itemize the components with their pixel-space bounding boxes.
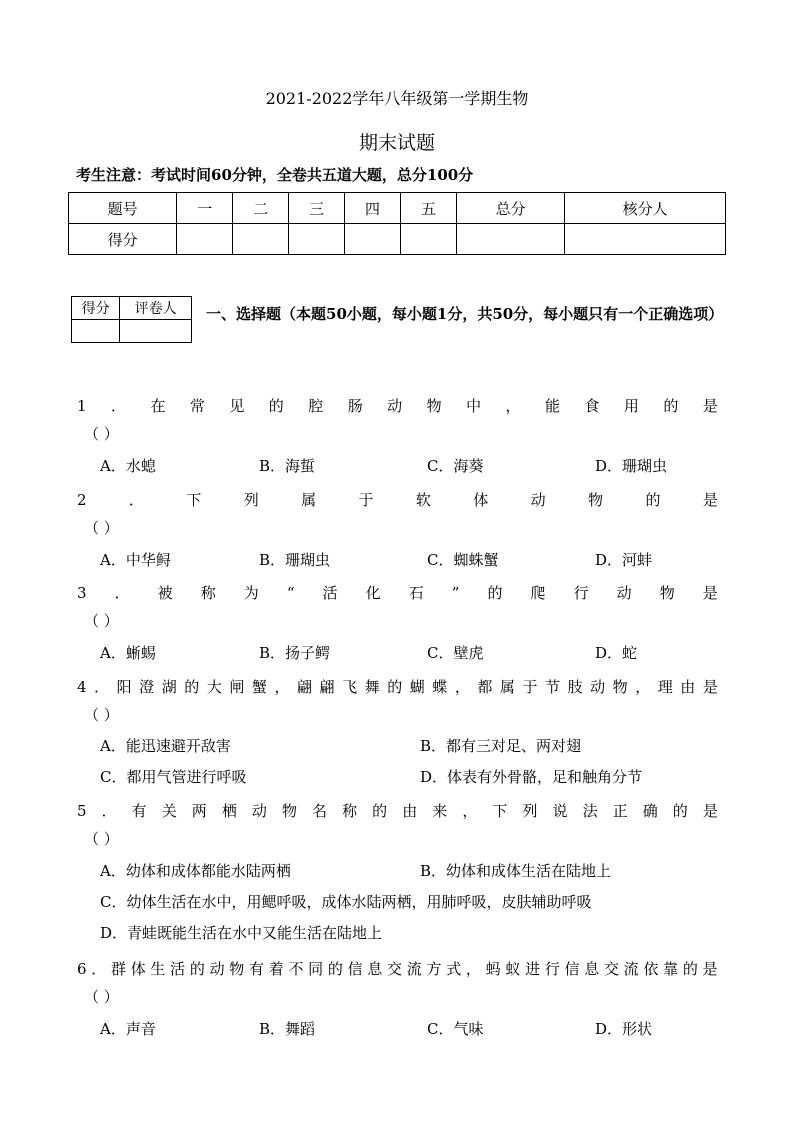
question-char: ．: [94, 678, 110, 696]
question-char: 行: [544, 960, 560, 978]
question-char: 肠: [347, 397, 363, 415]
score-header-cell: 三: [289, 193, 345, 224]
question-char: 下: [492, 802, 508, 820]
question-char: 物: [588, 491, 604, 509]
question-char: 为: [243, 584, 259, 602]
question-char: 属: [499, 678, 515, 696]
answer-option: A．水螅: [100, 457, 156, 475]
question-char: 的: [487, 584, 503, 602]
question-char: 蝴: [409, 678, 425, 696]
question-char: 飞: [342, 678, 358, 696]
question-stem: [77, 580, 718, 606]
score-header-cell: 总分: [456, 193, 564, 224]
question-char: 体: [130, 960, 146, 978]
question-char: 3: [77, 584, 87, 602]
answer-option: B．舞蹈: [259, 1020, 316, 1038]
score-table-score-row: [69, 224, 726, 255]
question-char: 群: [110, 960, 126, 978]
question-char: 蚂: [485, 960, 501, 978]
question-char: 的: [268, 397, 284, 415]
question-char: 下: [186, 491, 202, 509]
score-table: [68, 192, 726, 255]
question-char: 列: [522, 802, 538, 820]
score-cell: [345, 224, 401, 255]
question-char: 依: [643, 960, 659, 978]
question-char: 都: [477, 678, 493, 696]
answer-option: D．河蚌: [595, 551, 653, 569]
question-char: 两: [191, 802, 207, 820]
question-char: “: [286, 584, 295, 602]
question-char: ．: [110, 397, 126, 415]
question-char: 2: [77, 491, 87, 509]
question-char: 1: [77, 397, 87, 415]
question-char: 动: [387, 397, 403, 415]
question-char: 方: [426, 960, 442, 978]
question-char: 软: [415, 491, 431, 509]
question-char: 蝶: [432, 678, 448, 696]
answer-option: A．中华鲟: [100, 551, 171, 569]
question-char: 式: [446, 960, 462, 978]
question-char: 活: [322, 584, 338, 602]
question-stem: [77, 956, 718, 982]
question-stem: [77, 674, 718, 700]
question-stem: [77, 798, 718, 824]
question-char: 能: [544, 397, 560, 415]
question-char: 靠: [663, 960, 679, 978]
answer-option: C．海葵: [427, 457, 484, 475]
question-char: 的: [372, 802, 388, 820]
question-char: ．: [128, 491, 144, 509]
question-char: 的: [184, 678, 200, 696]
score-cell: [177, 224, 233, 255]
score-cell: [565, 224, 726, 255]
question-char: 动: [209, 960, 225, 978]
question-char: 息: [584, 960, 600, 978]
question-char: 是: [702, 491, 718, 509]
question-char: 动: [251, 802, 267, 820]
question-char: 列: [243, 491, 259, 509]
question-char: 进: [525, 960, 541, 978]
question-char: 于: [522, 678, 538, 696]
question-char: 理: [657, 678, 673, 696]
answer-paren: （ ）: [84, 425, 119, 443]
question-char: 被: [157, 584, 173, 602]
score-cell: [289, 224, 345, 255]
answer-option: D．蛇: [595, 644, 638, 662]
answer-option: C．都用气管进行呼吸: [100, 768, 247, 786]
question-char: 栖: [221, 802, 237, 820]
question-char: 大: [206, 678, 222, 696]
score-cell: [233, 224, 289, 255]
question-char: ．: [114, 584, 130, 602]
question-char: 法: [582, 802, 598, 820]
question-char: ，: [465, 960, 481, 978]
question-char: 于: [358, 491, 374, 509]
question-char: ，: [505, 397, 521, 415]
question-char: 蟹: [251, 678, 267, 696]
question-char: 阳: [116, 678, 132, 696]
question-char: 关: [161, 802, 177, 820]
question-char: ，: [454, 678, 470, 696]
question-char: 常: [189, 397, 205, 415]
answer-option: D．体表有外骨骼，足和触角分节: [420, 768, 643, 786]
answer-option: D．珊瑚虫: [595, 457, 668, 475]
question-char: 的: [327, 960, 343, 978]
question-char: 是: [702, 584, 718, 602]
question-char: 用: [623, 397, 639, 415]
answer-paren: （ ）: [84, 830, 119, 848]
question-char: 正: [612, 802, 628, 820]
question-char: 的: [682, 960, 698, 978]
answer-option: B．都有三对足、两对翅: [420, 737, 582, 755]
question-char: 生: [150, 960, 166, 978]
grader-name-cell: [120, 320, 192, 343]
question-char: 见: [229, 397, 245, 415]
question-char: 有: [249, 960, 265, 978]
score-cell: [401, 224, 457, 255]
question-char: 湖: [161, 678, 177, 696]
question-char: 5: [77, 802, 87, 820]
question-char: 体: [473, 491, 489, 509]
question-char: 4: [77, 678, 87, 696]
question-char: ，: [635, 678, 651, 696]
question-char: 的: [663, 397, 679, 415]
answer-option: C．幼体生活在水中，用鳃呼吸，成体水陆两栖，用肺呼吸，皮肤辅助呼吸: [100, 893, 592, 911]
grader-score-cell: [72, 320, 120, 343]
score-header-cell: 题号: [69, 193, 177, 224]
question-char: 动: [616, 584, 632, 602]
question-char: 在: [150, 397, 166, 415]
score-header-cell: 二: [233, 193, 289, 224]
question-char: 活: [170, 960, 186, 978]
answer-option: A．声音: [100, 1020, 156, 1038]
score-table-header-row: [69, 193, 726, 224]
question-char: ．: [91, 960, 107, 978]
answer-paren: （ ）: [84, 519, 119, 537]
question-char: ．: [101, 802, 117, 820]
question-char: ，: [462, 802, 478, 820]
question-char: 的: [387, 678, 403, 696]
question-char: 物: [229, 960, 245, 978]
question-char: 信: [347, 960, 363, 978]
grader-box: [71, 296, 192, 343]
question-char: 节: [545, 678, 561, 696]
question-char: 中: [466, 397, 482, 415]
question-char: 腔: [308, 397, 324, 415]
answer-option: C．气味: [427, 1020, 484, 1038]
question-char: 物: [426, 397, 442, 415]
question-char: 翩: [319, 678, 335, 696]
question-char: 流: [406, 960, 422, 978]
question-char: 动: [530, 491, 546, 509]
question-char: ”: [451, 584, 460, 602]
question-char: 物: [281, 802, 297, 820]
answer-option: B．珊瑚虫: [259, 551, 331, 569]
question-char: 澄: [139, 678, 155, 696]
question-char: 称: [200, 584, 216, 602]
question-char: 行: [573, 584, 589, 602]
question-char: 流: [623, 960, 639, 978]
grader-name-label: 评卷人: [120, 297, 192, 320]
question-stem: [77, 393, 718, 419]
answer-option: D．青蛙既能生活在水中又能生活在陆地上: [100, 924, 383, 942]
score-row-label: 得分: [69, 224, 177, 255]
question-char: 同: [308, 960, 324, 978]
question-char: 爬: [530, 584, 546, 602]
question-char: 蚁: [505, 960, 521, 978]
question-char: 是: [702, 397, 718, 415]
question-char: 物: [612, 678, 628, 696]
question-char: 息: [367, 960, 383, 978]
question-char: 属: [301, 491, 317, 509]
question-char: 是: [702, 960, 718, 978]
exam-subtitle: 期末试题: [358, 132, 435, 154]
answer-paren: （ ）: [84, 988, 119, 1006]
answer-option: C．壁虎: [427, 644, 484, 662]
question-char: 肢: [567, 678, 583, 696]
question-char: 由: [680, 678, 696, 696]
question-char: 交: [387, 960, 403, 978]
question-char: 来: [432, 802, 448, 820]
exam-title: 2021-2022学年八年级第一学期生物: [265, 89, 529, 108]
answer-paren: （ ）: [84, 612, 119, 630]
question-char: 的: [189, 960, 205, 978]
score-cell: [456, 224, 564, 255]
answer-option: C．蜘蛛蟹: [427, 551, 499, 569]
answer-option: B．幼体和成体生活在陆地上: [420, 862, 612, 880]
question-char: ，: [274, 678, 290, 696]
question-char: 食: [584, 397, 600, 415]
question-stem: [77, 487, 718, 513]
question-char: 交: [603, 960, 619, 978]
question-char: 的: [672, 802, 688, 820]
answer-option: D．形状: [595, 1020, 653, 1038]
answer-option: A．能迅速避开敌害: [100, 737, 231, 755]
question-char: 的: [645, 491, 661, 509]
question-char: 不: [288, 960, 304, 978]
score-header-cell: 核分人: [565, 193, 726, 224]
question-char: 化: [365, 584, 381, 602]
question-char: 是: [702, 802, 718, 820]
question-char: 物: [659, 584, 675, 602]
question-char: 着: [268, 960, 284, 978]
score-header-cell: 四: [345, 193, 401, 224]
question-char: 舞: [364, 678, 380, 696]
question-char: 翩: [297, 678, 313, 696]
question-char: 说: [552, 802, 568, 820]
question-char: 石: [408, 584, 424, 602]
answer-option: B．扬子鳄: [259, 644, 331, 662]
score-header-cell: 五: [401, 193, 457, 224]
question-char: 确: [642, 802, 658, 820]
section-title: 一、选择题（本题50小题，每小题1分，共50分，每小题只有一个正确选项）: [206, 305, 724, 323]
answer-option: A．幼体和成体都能水陆两栖: [100, 862, 291, 880]
answer-option: B．海蜇: [259, 457, 316, 475]
question-char: 信: [564, 960, 580, 978]
question-char: 6: [77, 960, 87, 978]
question-char: 称: [342, 802, 358, 820]
score-header-cell: 一: [177, 193, 233, 224]
question-char: 是: [702, 678, 718, 696]
question-char: 闸: [229, 678, 245, 696]
answer-option: A．蜥蜴: [100, 644, 156, 662]
question-char: 有: [131, 802, 147, 820]
question-char: 由: [402, 802, 418, 820]
grader-score-label: 得分: [72, 297, 120, 320]
question-char: 名: [312, 802, 328, 820]
exam-notice: 考生注意：考试时间60分钟，全卷共五道大题，总分100分: [76, 166, 474, 184]
answer-paren: （ ）: [84, 706, 119, 724]
question-char: 动: [590, 678, 606, 696]
